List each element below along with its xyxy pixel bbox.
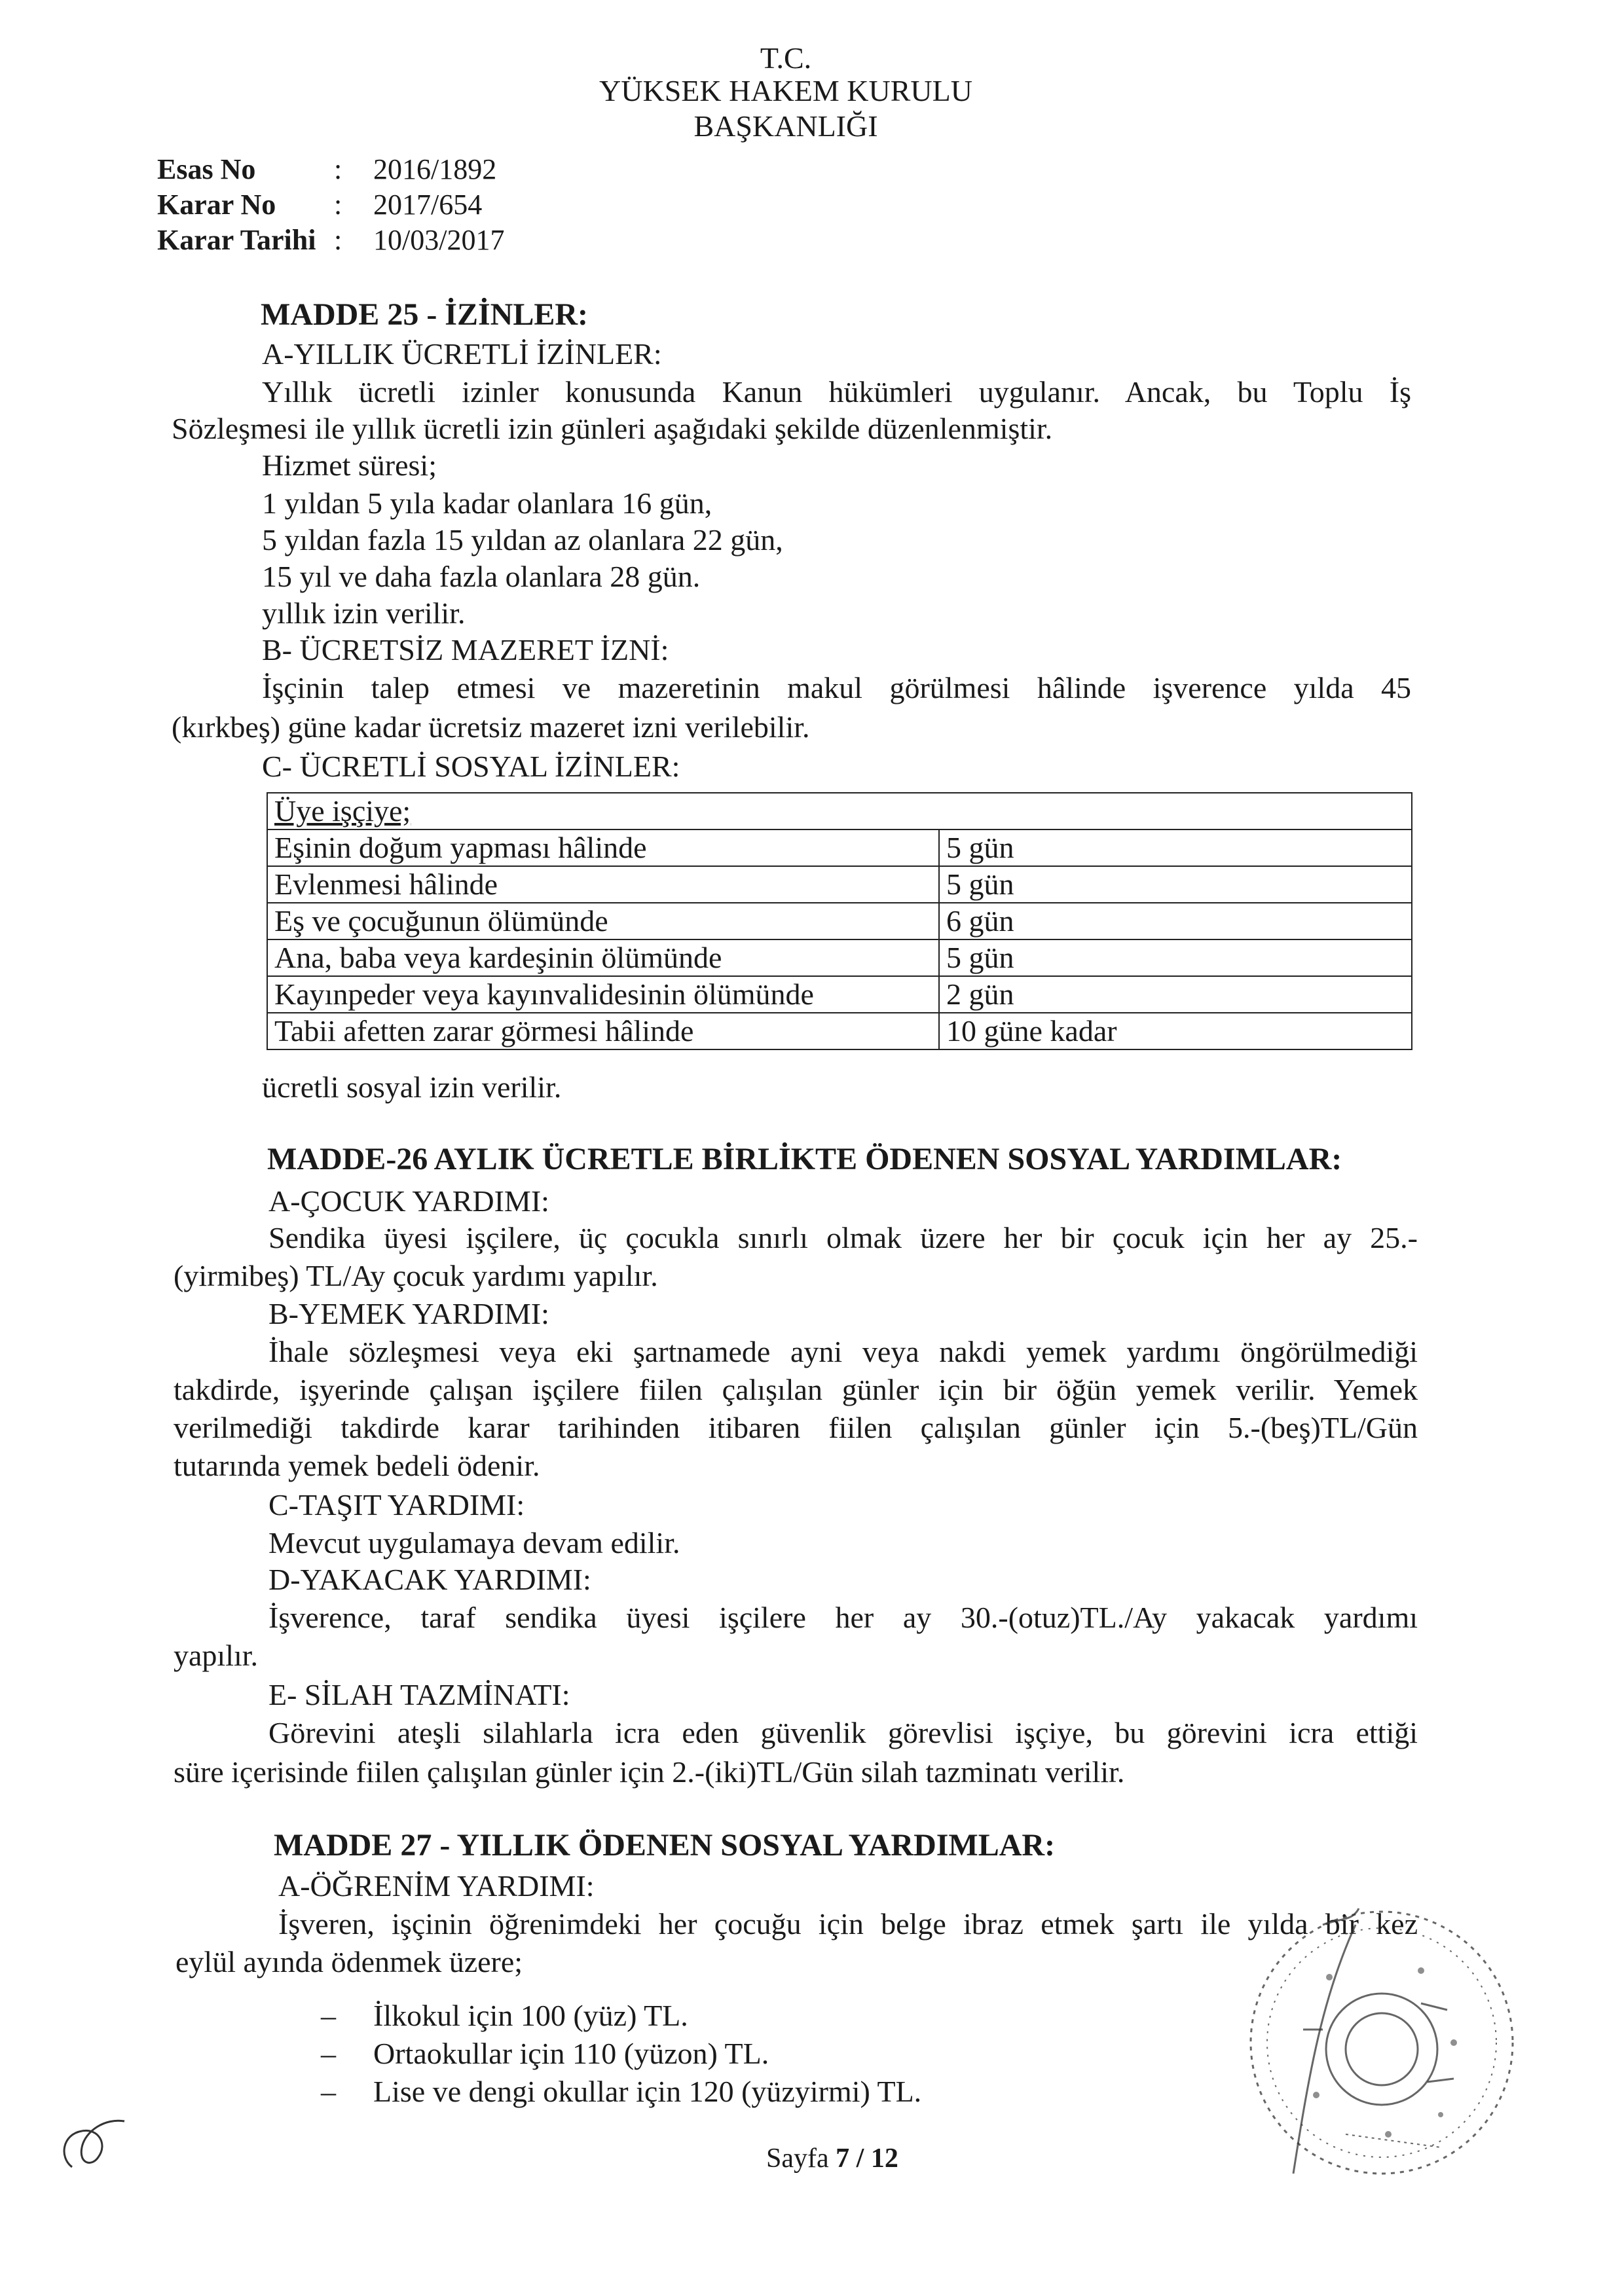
table-cell-case: Eş ve çocuğunun ölümünde: [267, 903, 939, 939]
madde25-a-p1-line1: Yıllık ücretli izinler konusunda Kanun hükümleri uygulanır. Ancak, bu Toplu İş: [262, 375, 1411, 409]
meta-karar-tarihi: Karar Tarihi : 10/03/2017: [157, 223, 504, 258]
meta-karar-no: Karar No : 2017/654: [157, 187, 482, 223]
meta-label: Karar Tarihi: [157, 224, 316, 256]
meta-value: 2017/654: [373, 189, 483, 221]
madde26-d-line1: İşverence, taraf sendika üyesi işçilere her ay 30.-(otuz)TL./Ay yakacak yardımı: [268, 1601, 1418, 1634]
madde25-a-line: yıllık izin verilir.: [262, 596, 466, 630]
page-number: [766, 2140, 898, 2178]
page-prefix: Sayfa: [766, 2143, 829, 2174]
madde27-a-line1: İşveren, işçinin öğrenimdeki her çocuğu için belge ibraz etmek şartı ile yılda bir kez: [278, 1907, 1418, 1941]
list-item: – Lise ve dengi okullar için 120 (yüzyirmi) TL.: [321, 2075, 922, 2108]
madde26-b-line2: takdirde, işyerinde çalışan işçilere fiilen çalışılan günler için bir öğün yemek verilir. Yemek: [174, 1373, 1418, 1406]
table-row: [267, 939, 1412, 976]
page-current: 7: [836, 2143, 850, 2174]
header-institution: YÜKSEK HAKEM KURULU: [599, 74, 972, 107]
madde25-a-line: 5 yıldan fazla 15 yıldan az olanlara 22 gün,: [262, 523, 783, 556]
madde26-e-line2: süre içerisinde fiilen çalışılan günler için 2.-(iki)TL/Gün silah tazminatı verilir.: [174, 1755, 1125, 1789]
table-row: [267, 866, 1412, 903]
madde27-a-line2: eylül ayında ödenmek üzere;: [175, 1945, 523, 1978]
table-cell-days: 6 gün: [939, 903, 1412, 939]
madde25-a-p1-line2: Sözleşmesi ile yıllık ücretli izin günleri aşağıdaki şekilde düzenlenmiştir.: [172, 412, 1053, 445]
table-row: [267, 1013, 1412, 1049]
page-separator: /: [856, 2143, 864, 2174]
madde26-a-title: A-ÇOCUK YARDIMI:: [268, 1184, 549, 1218]
meta-value: 2016/1892: [373, 153, 497, 185]
social-leave-table: [267, 792, 1412, 1050]
page-total: 12: [870, 2143, 898, 2174]
list-item-text: Ortaokullar için 110 (yüzon) TL.: [373, 2037, 769, 2070]
madde26-c-title: C-TAŞIT YARDIMI:: [268, 1488, 525, 1522]
madde26-a-line2: (yirmibeş) TL/Ay çocuk yardımı yapılır.: [174, 1259, 658, 1292]
madde25-c-footer: ücretli sosyal izin verilir.: [262, 1070, 562, 1104]
madde26-b-title: B-YEMEK YARDIMI:: [268, 1297, 549, 1330]
table-row: [267, 976, 1412, 1013]
table-row: [267, 903, 1412, 939]
madde25-b-line1: İşçinin talep etmesi ve mazeretinin makul görülmesi hâlinde işverence yılda 45: [262, 671, 1411, 704]
meta-value: 10/03/2017: [373, 224, 505, 256]
table-header-row: [267, 793, 1412, 829]
table-cell-case: Evlenmesi hâlinde: [267, 866, 939, 903]
meta-label: Karar No: [157, 189, 276, 221]
handwritten-mark-icon: [46, 2095, 157, 2187]
list-item-text: İlkokul için 100 (yüz) TL.: [373, 1999, 688, 2032]
madde26-b-line4: tutarında yemek bedeli ödenir.: [174, 1449, 540, 1482]
madde26-b-line1: İhale sözleşmesi veya eki şartnamede ayni veya nakdi yemek yardımı öngörülmediği: [268, 1335, 1418, 1368]
meta-label: Esas No: [157, 153, 256, 185]
list-item: – Ortaokullar için 110 (yüzon) TL.: [321, 2037, 769, 2070]
table-cell-days: 5 gün: [939, 939, 1412, 976]
madde26-title: MADDE-26 AYLIK ÜCRETLE BİRLİKTE ÖDENEN SOSYAL YARDIMLAR:: [267, 1142, 1342, 1176]
madde26-d-title: D-YAKACAK YARDIMI:: [268, 1563, 591, 1596]
madde25-a-line: 15 yıl ve daha fazla olanlara 28 gün.: [262, 560, 701, 593]
table-cell-days: 10 güne kadar: [939, 1013, 1412, 1049]
official-stamp-icon: [1225, 1899, 1526, 2226]
table-cell-case: Ana, baba veya kardeşinin ölümünde: [267, 939, 939, 976]
madde27-title: MADDE 27 - YILLIK ÖDENEN SOSYAL YARDIMLAR:: [274, 1828, 1056, 1863]
madde25-b-title: B- ÜCRETSİZ MAZERET İZNİ:: [262, 633, 669, 666]
table-row: [267, 829, 1412, 866]
madde25-b-line2: (kırkbeş) güne kadar ücretsiz mazeret izni verilebilir.: [172, 710, 810, 744]
madde25-a-line: 1 yıldan 5 yıla kadar olanlara 16 gün,: [262, 486, 712, 520]
header-department: BAŞKANLIĞI: [693, 109, 878, 143]
meta-esas-no: Esas No : 2016/1892: [157, 152, 496, 187]
madde26-b-line3: verilmediği takdirde karar tarihinden itibaren fiilen çalışılan günler için 5.-(beş)TL/Gün: [174, 1411, 1418, 1444]
table-header-text: Üye işçiye;: [274, 794, 411, 828]
list-item: – İlkokul için 100 (yüz) TL.: [321, 1999, 688, 2032]
table-cell-case: Kayınpeder veya kayınvalidesinin ölümünde: [267, 976, 939, 1013]
madde26-e-line1: Görevini ateşli silahlarla icra eden güvenlik görevlisi işçiye, bu görevini icra ettiği: [268, 1716, 1418, 1749]
list-item-text: Lise ve dengi okullar için 120 (yüzyirmi) TL.: [373, 2075, 922, 2108]
table-cell-case: Tabii afetten zarar görmesi hâlinde: [267, 1013, 939, 1049]
madde25-a-title: A-YILLIK ÜCRETLİ İZİNLER:: [262, 337, 662, 371]
table-header-cell: [267, 793, 1412, 829]
madde26-c-line1: Mevcut uygulamaya devam edilir.: [268, 1526, 680, 1559]
table-cell-days: 2 gün: [939, 976, 1412, 1013]
madde25-a-line: Hizmet süresi;: [262, 448, 437, 482]
madde27-a-title: A-ÖĞRENİM YARDIMI:: [278, 1869, 595, 1903]
madde26-d-line2: yapılır.: [174, 1639, 259, 1672]
madde26-e-title: E- SİLAH TAZMİNATI:: [268, 1678, 570, 1711]
table-cell-days: 5 gün: [939, 866, 1412, 903]
table-cell-case: Eşinin doğum yapması hâlinde: [267, 829, 939, 866]
madde25-title: MADDE 25 - İZİNLER:: [261, 297, 589, 332]
madde26-a-line1: Sendika üyesi işçilere, üç çocukla sınırlı olmak üzere her bir çocuk için her ay 25.-: [268, 1221, 1418, 1254]
table-cell-days: 5 gün: [939, 829, 1412, 866]
header-tc: T.C.: [760, 41, 812, 75]
madde25-c-title: C- ÜCRETLİ SOSYAL İZİNLER:: [262, 750, 680, 783]
